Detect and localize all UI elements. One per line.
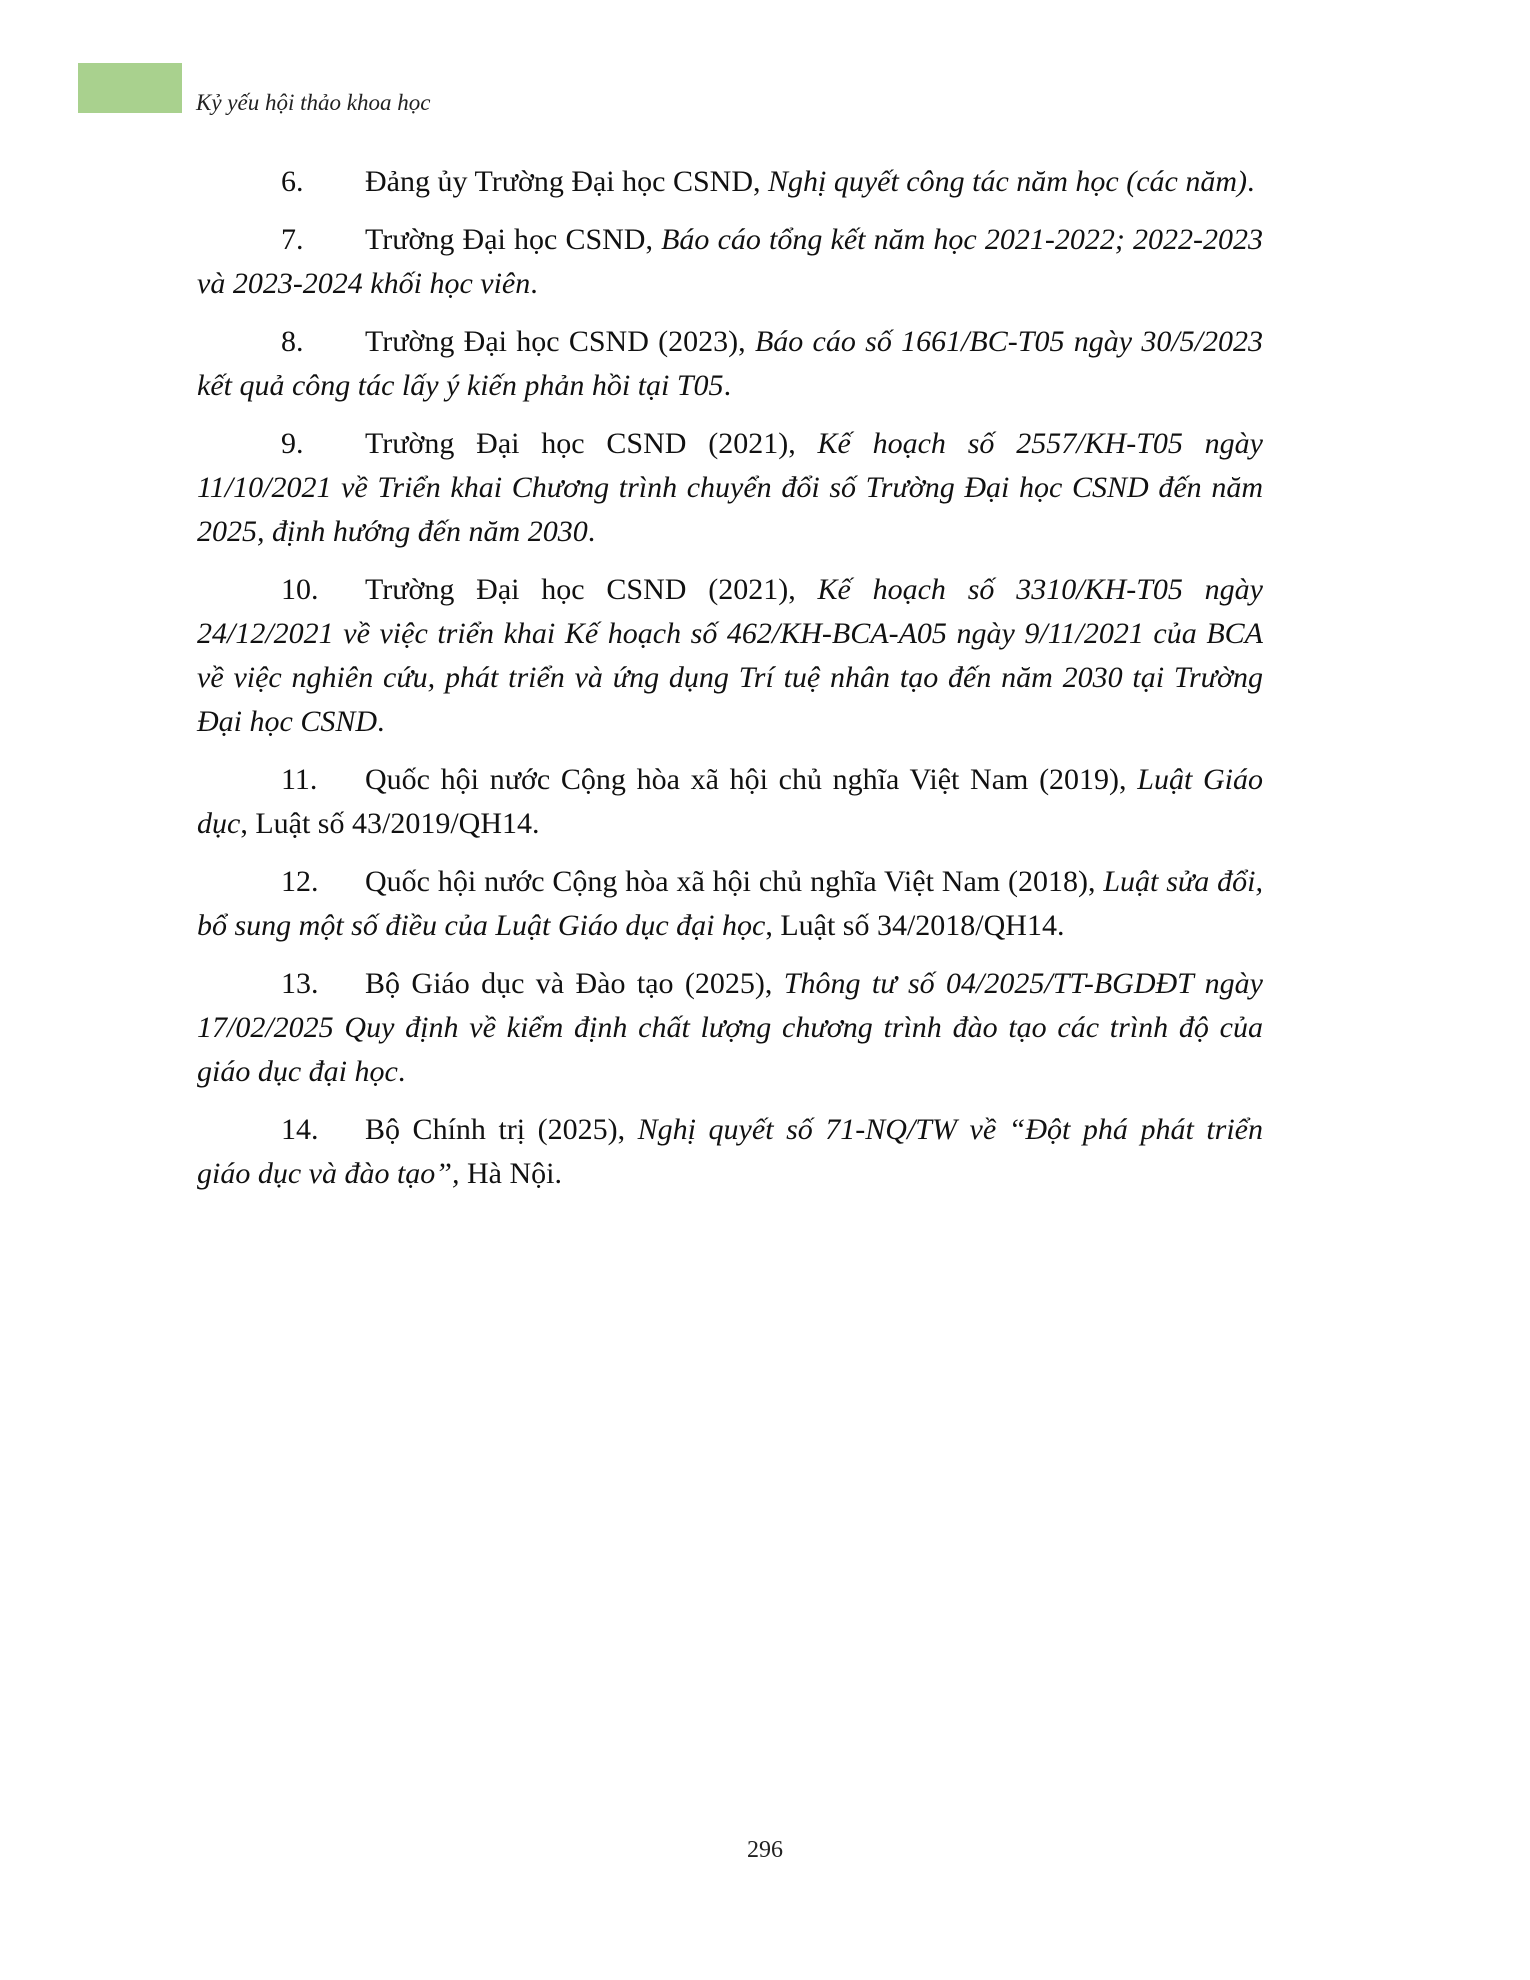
- reference-title-italic: Báo cáo tổng kết năm học 2021-2022; 2022-2023 và 2023-2024 khối học viên: [197, 223, 1263, 300]
- reference-item: [197, 160, 1263, 204]
- reference-title-italic: Nghị quyết công tác năm học (các năm): [767, 165, 1248, 198]
- reference-title-italic: Nghị quyết số 71-NQ/TW về “Đột phá phát triển giáo dục và đào tạo”,: [197, 1113, 1263, 1190]
- reference-number: 8.: [281, 325, 304, 358]
- reference-item: [197, 758, 1263, 846]
- reference-text: Trường Đại học CSND (2021),: [365, 573, 818, 606]
- running-header-title: Kỷ yếu hội thảo khoa học: [196, 90, 431, 115]
- reference-number: 14.: [281, 1113, 319, 1146]
- reference-title-italic: Kế hoạch số 3310/KH-T05 ngày 24/12/2021 về việc triển khai Kế hoạch số 462/KH-BCA-A05 ngày 9/11/2021 của BCA về việc nghiên cứu, phát triển và ứng dụng Trí tuệ nhân tạo đến năm 2030 tại Trường Đại học CSND: [197, 573, 1263, 738]
- header-accent-block: [78, 63, 182, 113]
- reference-text: .: [377, 705, 385, 738]
- reference-item: [197, 320, 1263, 408]
- reference-number: 13.: [281, 967, 319, 1000]
- reference-title-italic: Thông tư số 04/2025/TT-BGDĐT ngày 17/02/2025 Quy định về kiểm định chất lượng chương trình đào tạo các trình độ của giáo dục đại học: [197, 967, 1263, 1088]
- reference-text: .: [723, 369, 732, 402]
- reference-number: 10.: [281, 573, 319, 606]
- reference-text: Trường Đại học CSND (2021),: [365, 427, 818, 460]
- reference-title-italic: Luật Giáo dục: [197, 763, 1263, 840]
- reference-number: 7.: [281, 223, 304, 256]
- reference-text: Quốc hội nước Cộng hòa xã hội chủ nghĩa Việt Nam (2019),: [365, 763, 1138, 796]
- reference-item: [197, 860, 1263, 948]
- reference-item: [197, 1108, 1263, 1196]
- reference-item: [197, 218, 1263, 306]
- reference-text: Trường Đại học CSND (2023),: [365, 325, 755, 358]
- reference-title-italic: Luật sửa đổi, bổ sung một số điều của Luật Giáo dục đại học: [197, 865, 1263, 942]
- reference-text: Trường Đại học CSND,: [365, 223, 662, 256]
- reference-text: .: [397, 1055, 406, 1088]
- reference-item: [197, 568, 1263, 744]
- reference-item: [197, 962, 1263, 1094]
- reference-number: 11.: [281, 763, 318, 796]
- page-number: 296: [747, 1837, 783, 1863]
- reference-text: .: [1247, 165, 1255, 198]
- reference-number: 9.: [281, 427, 304, 460]
- reference-text: Hà Nội.: [459, 1157, 562, 1190]
- reference-number: 12.: [281, 865, 319, 898]
- reference-text: Bộ Chính trị (2025),: [365, 1113, 638, 1146]
- reference-list: [197, 160, 1263, 1210]
- reference-text: .: [530, 267, 538, 300]
- reference-text: .: [587, 515, 596, 548]
- reference-title-italic: Báo cáo số 1661/BC-T05 ngày 30/5/2023 kết quả công tác lấy ý kiến phản hồi tại T05: [197, 325, 1263, 402]
- reference-item: [197, 422, 1263, 554]
- reference-text: Đảng ủy Trường Đại học CSND,: [365, 165, 768, 198]
- reference-title-italic: Kế hoạch số 2557/KH-T05 ngày 11/10/2021 về Triển khai Chương trình chuyển đổi số Trường Đại học CSND đến năm 2025, định hướng đến năm 2030: [197, 427, 1263, 548]
- reference-text: Bộ Giáo dục và Đào tạo (2025),: [365, 967, 784, 1000]
- reference-text: , Luật số 43/2019/QH14.: [240, 807, 540, 840]
- reference-text: Quốc hội nước Cộng hòa xã hội chủ nghĩa Việt Nam (2018),: [365, 865, 1104, 898]
- reference-number: 6.: [281, 165, 304, 198]
- reference-text: , Luật số 34/2018/QH14.: [765, 909, 1065, 942]
